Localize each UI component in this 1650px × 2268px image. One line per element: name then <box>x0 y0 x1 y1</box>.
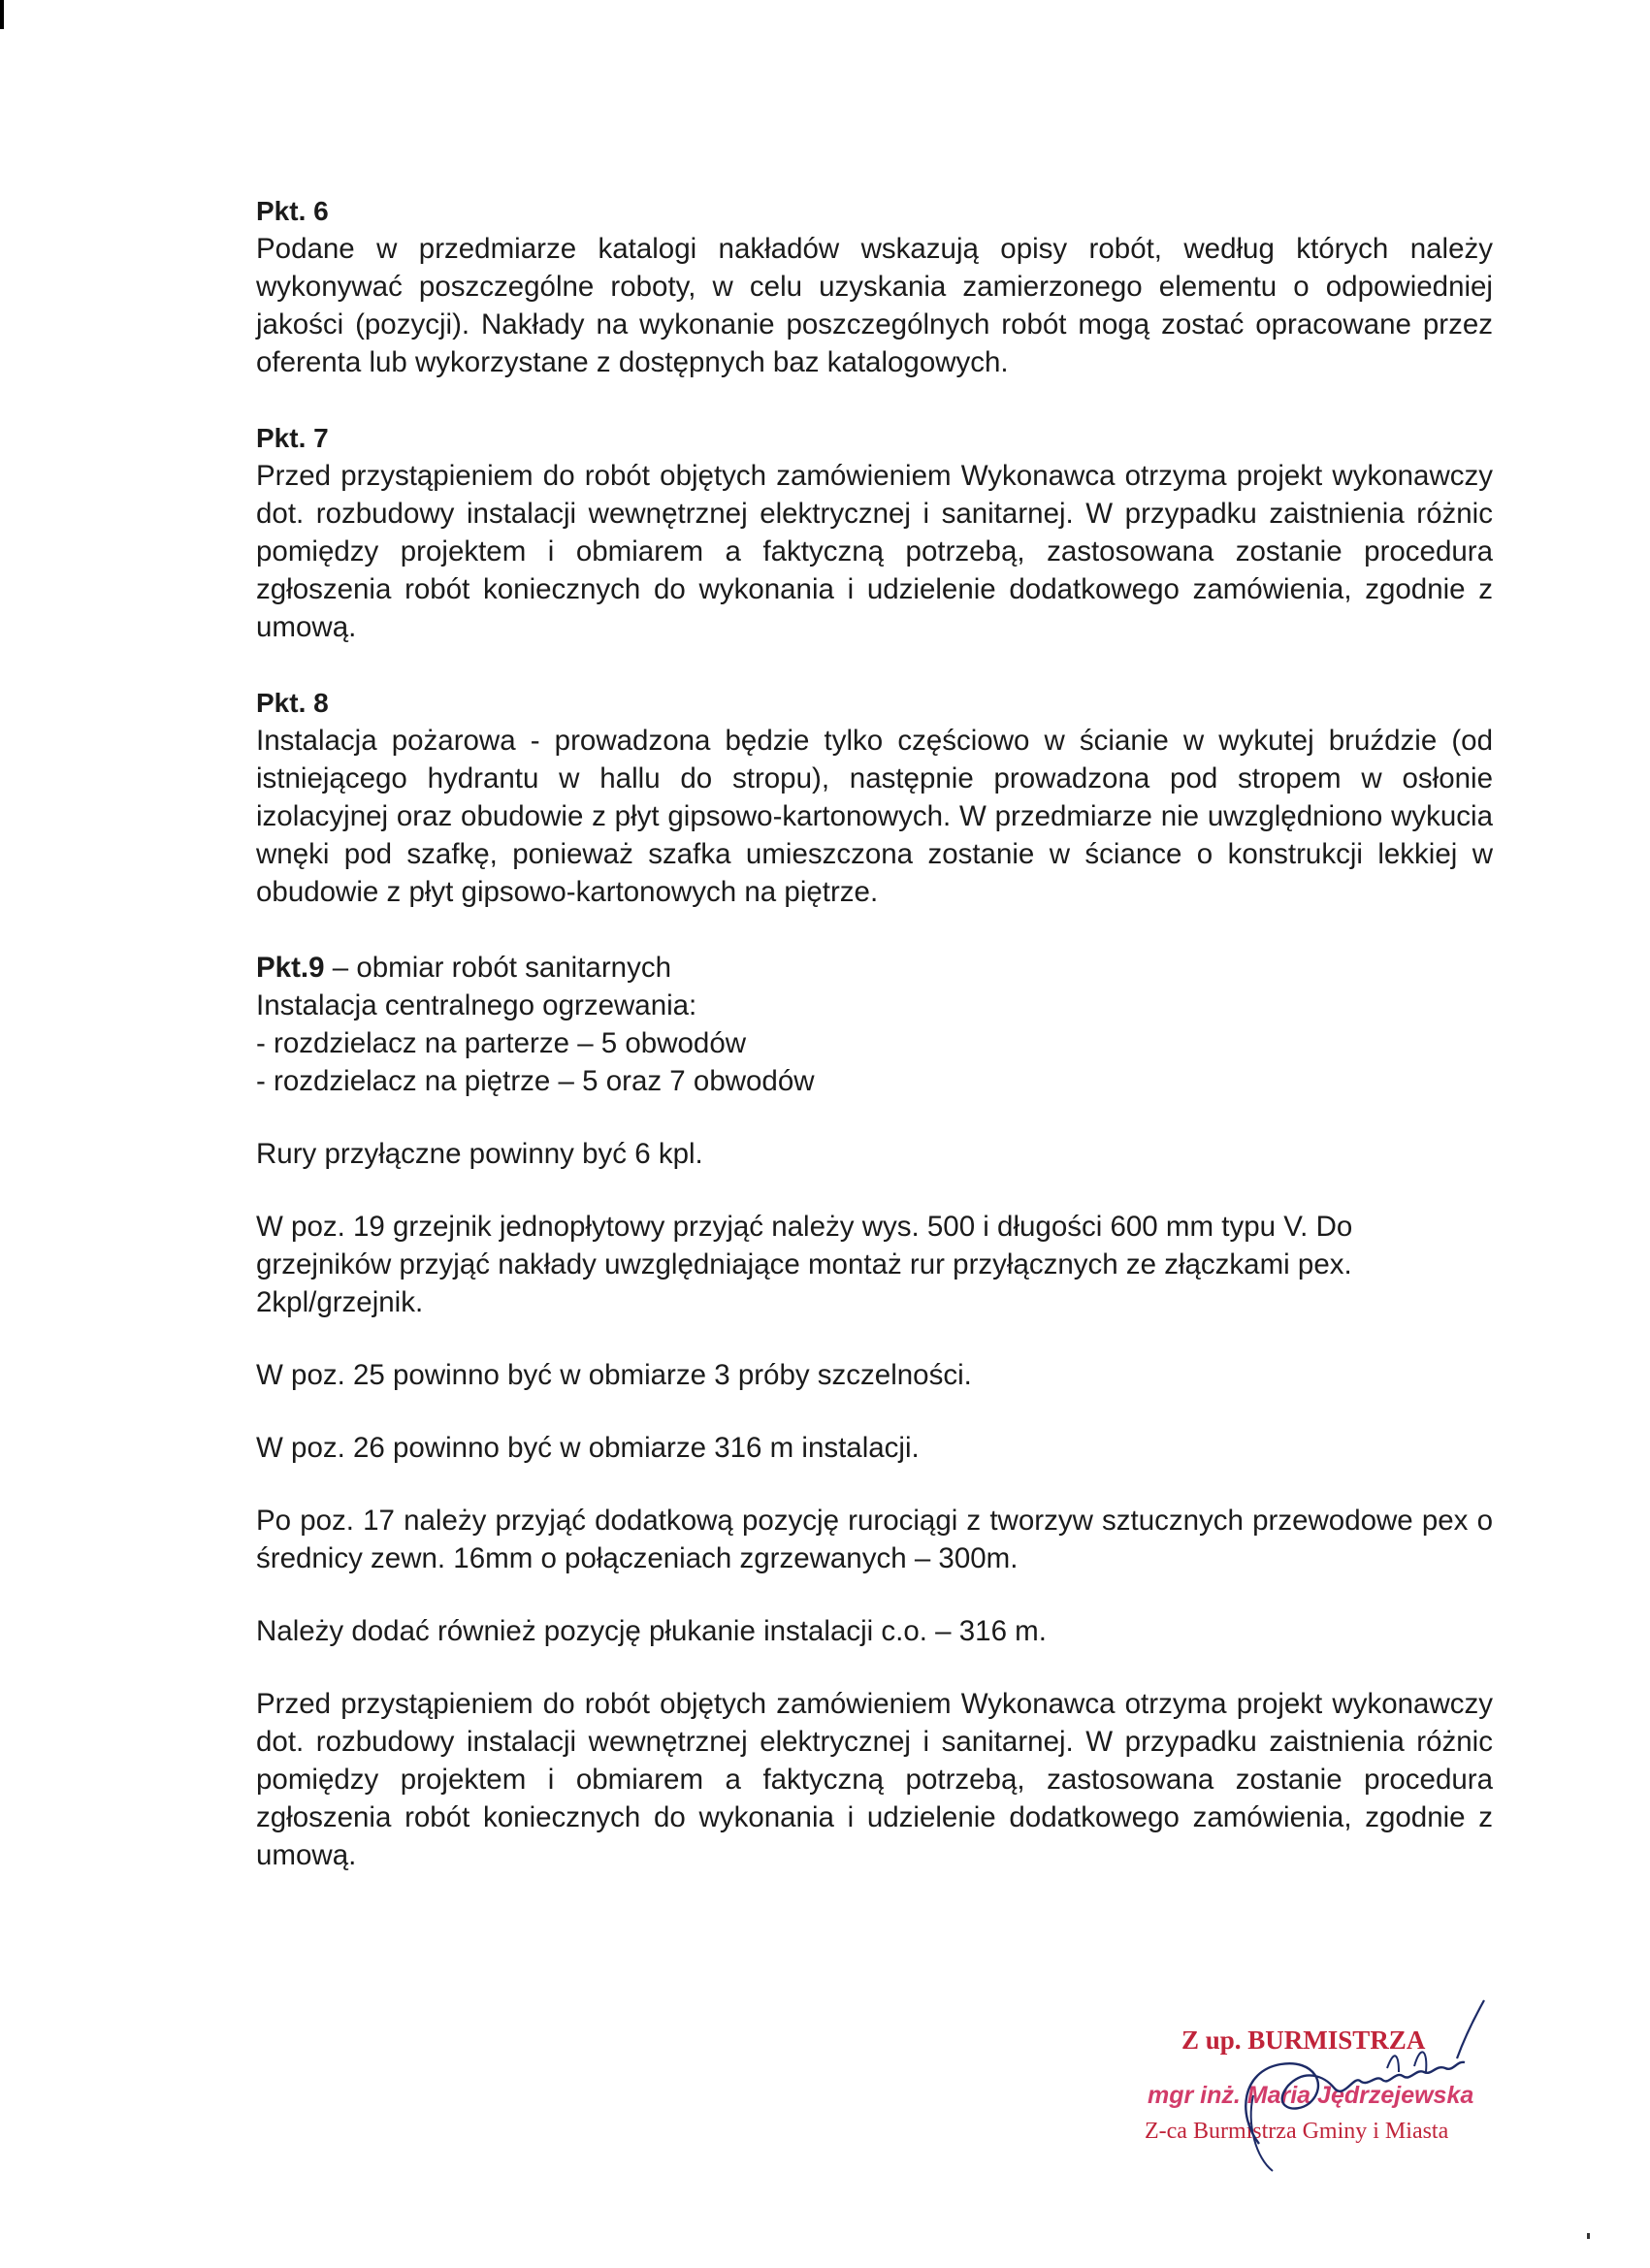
section-heading: Pkt. 7 <box>256 423 329 453</box>
section-heading-suffix: – obmiar robót sanitarnych <box>324 952 671 984</box>
section-paragraph: Instalacja pożarowa - prowadzona będzie tylko częściowo w ścianie w wykutej bruździe (od istniejącego hydrantu w hallu do stropu), następnie prowadzona pod stropem w osłonie izolacyjnej oraz obudowie z płyt gipsowo-kartonowych. W przedmiarze nie uwzględniono wykucia wnęki pod szafkę, ponieważ szafka umieszczona zostanie w ściance o konstrukcji lekkiej w obudowie z płyt gipsowo-kartonowych na piętrze. <box>256 725 1493 908</box>
stamp-name: mgr inż. Maria Jędrzejewska <box>1148 2082 1474 2109</box>
list-line: - rozdzielacz na piętrze – 5 oraz 7 obwodów <box>256 1065 815 1097</box>
section-heading-line <box>256 949 1493 987</box>
section-paragraph: W poz. 26 powinno być w obmiarze 316 m instalacji. <box>256 1432 920 1464</box>
official-stamp <box>1145 1979 1513 2163</box>
section-pkt-9 <box>256 949 1493 1874</box>
section-heading: Pkt.9 <box>256 952 325 984</box>
section-paragraph: Podane w przedmiarze katalogi nakładów wskazują opisy robót, według których należy wykonywać poszczególne roboty, w celu uzyskania zamierzonego elementu o odpowiedniej jakości (pozycji). Nakłady na wykonanie poszczególnych robót mogą zostać opracowane przez oferenta lub wykorzystane z dostępnych baz katalogowych. <box>256 233 1493 378</box>
section-paragraph: W poz. 19 grzejnik jednopłytowy przyjąć należy wys. 500 i długości 600 mm typu V. Do grzejników przyjąć nakłady uwzględniające montaż rur przyłącznych ze złączkami pex. 2kpl/grzejnik. <box>256 1211 1353 1318</box>
section-heading: Pkt. 6 <box>256 196 329 226</box>
document-body <box>256 192 1493 1874</box>
section-pkt-6 <box>256 192 1493 381</box>
section-paragraph: Po poz. 17 należy przyjąć dodatkową pozycję rurociągi z tworzyw sztucznych przewodowe pex o średnicy zewn. 16mm o połączeniach zgrzewanych – 300m. <box>256 1505 1493 1574</box>
list-line: Instalacja centralnego ogrzewania: <box>256 989 697 1021</box>
scan-edge-mark <box>0 0 4 29</box>
section-pkt-8 <box>256 684 1493 911</box>
list-line: - rozdzielacz na parterze – 5 obwodów <box>256 1027 747 1059</box>
section-paragraph: W poz. 25 powinno być w obmiarze 3 próby szczelności. <box>256 1359 972 1391</box>
stamp-title: Z up. BURMISTRZA <box>1181 2025 1426 2055</box>
section-paragraph: Rury przyłączne powinny być 6 kpl. <box>256 1138 703 1170</box>
section-heading: Pkt. 8 <box>256 688 329 718</box>
stamp-position: Z-ca Burmistrza Gminy i Miasta <box>1145 2119 1449 2144</box>
section-paragraph: Należy dodać również pozycję płukanie instalacji c.o. – 316 m. <box>256 1615 1047 1647</box>
section-pkt-7 <box>256 419 1493 646</box>
section-paragraph: Przed przystąpieniem do robót objętych zamówieniem Wykonawca otrzyma projekt wykonawczy dot. rozbudowy instalacji wewnętrznej elektrycznej i sanitarnej. W przypadku zaistnienia różnic pomiędzy projektem i obmiarem a faktyczną potrzebą, zastosowana zostanie procedura zgłoszenia robót koniecznych do wykonania i udzielenie dodatkowego zamówienia, zgodnie z umową. <box>256 1688 1493 1871</box>
handwritten-signature-icon <box>1145 1979 1513 2173</box>
section-paragraph: Przed przystąpieniem do robót objętych zamówieniem Wykonawca otrzyma projekt wykonawczy dot. rozbudowy instalacji wewnętrznej elektrycznej i sanitarnej. W przypadku zaistnienia różnic pomiędzy projektem i obmiarem a faktyczną potrzebą, zastosowana zostanie procedura zgłoszenia robót koniecznych do wykonania i udzielenie dodatkowego zamówienia, zgodnie z umową. <box>256 460 1493 643</box>
scan-dust-mark <box>1587 2233 1590 2239</box>
